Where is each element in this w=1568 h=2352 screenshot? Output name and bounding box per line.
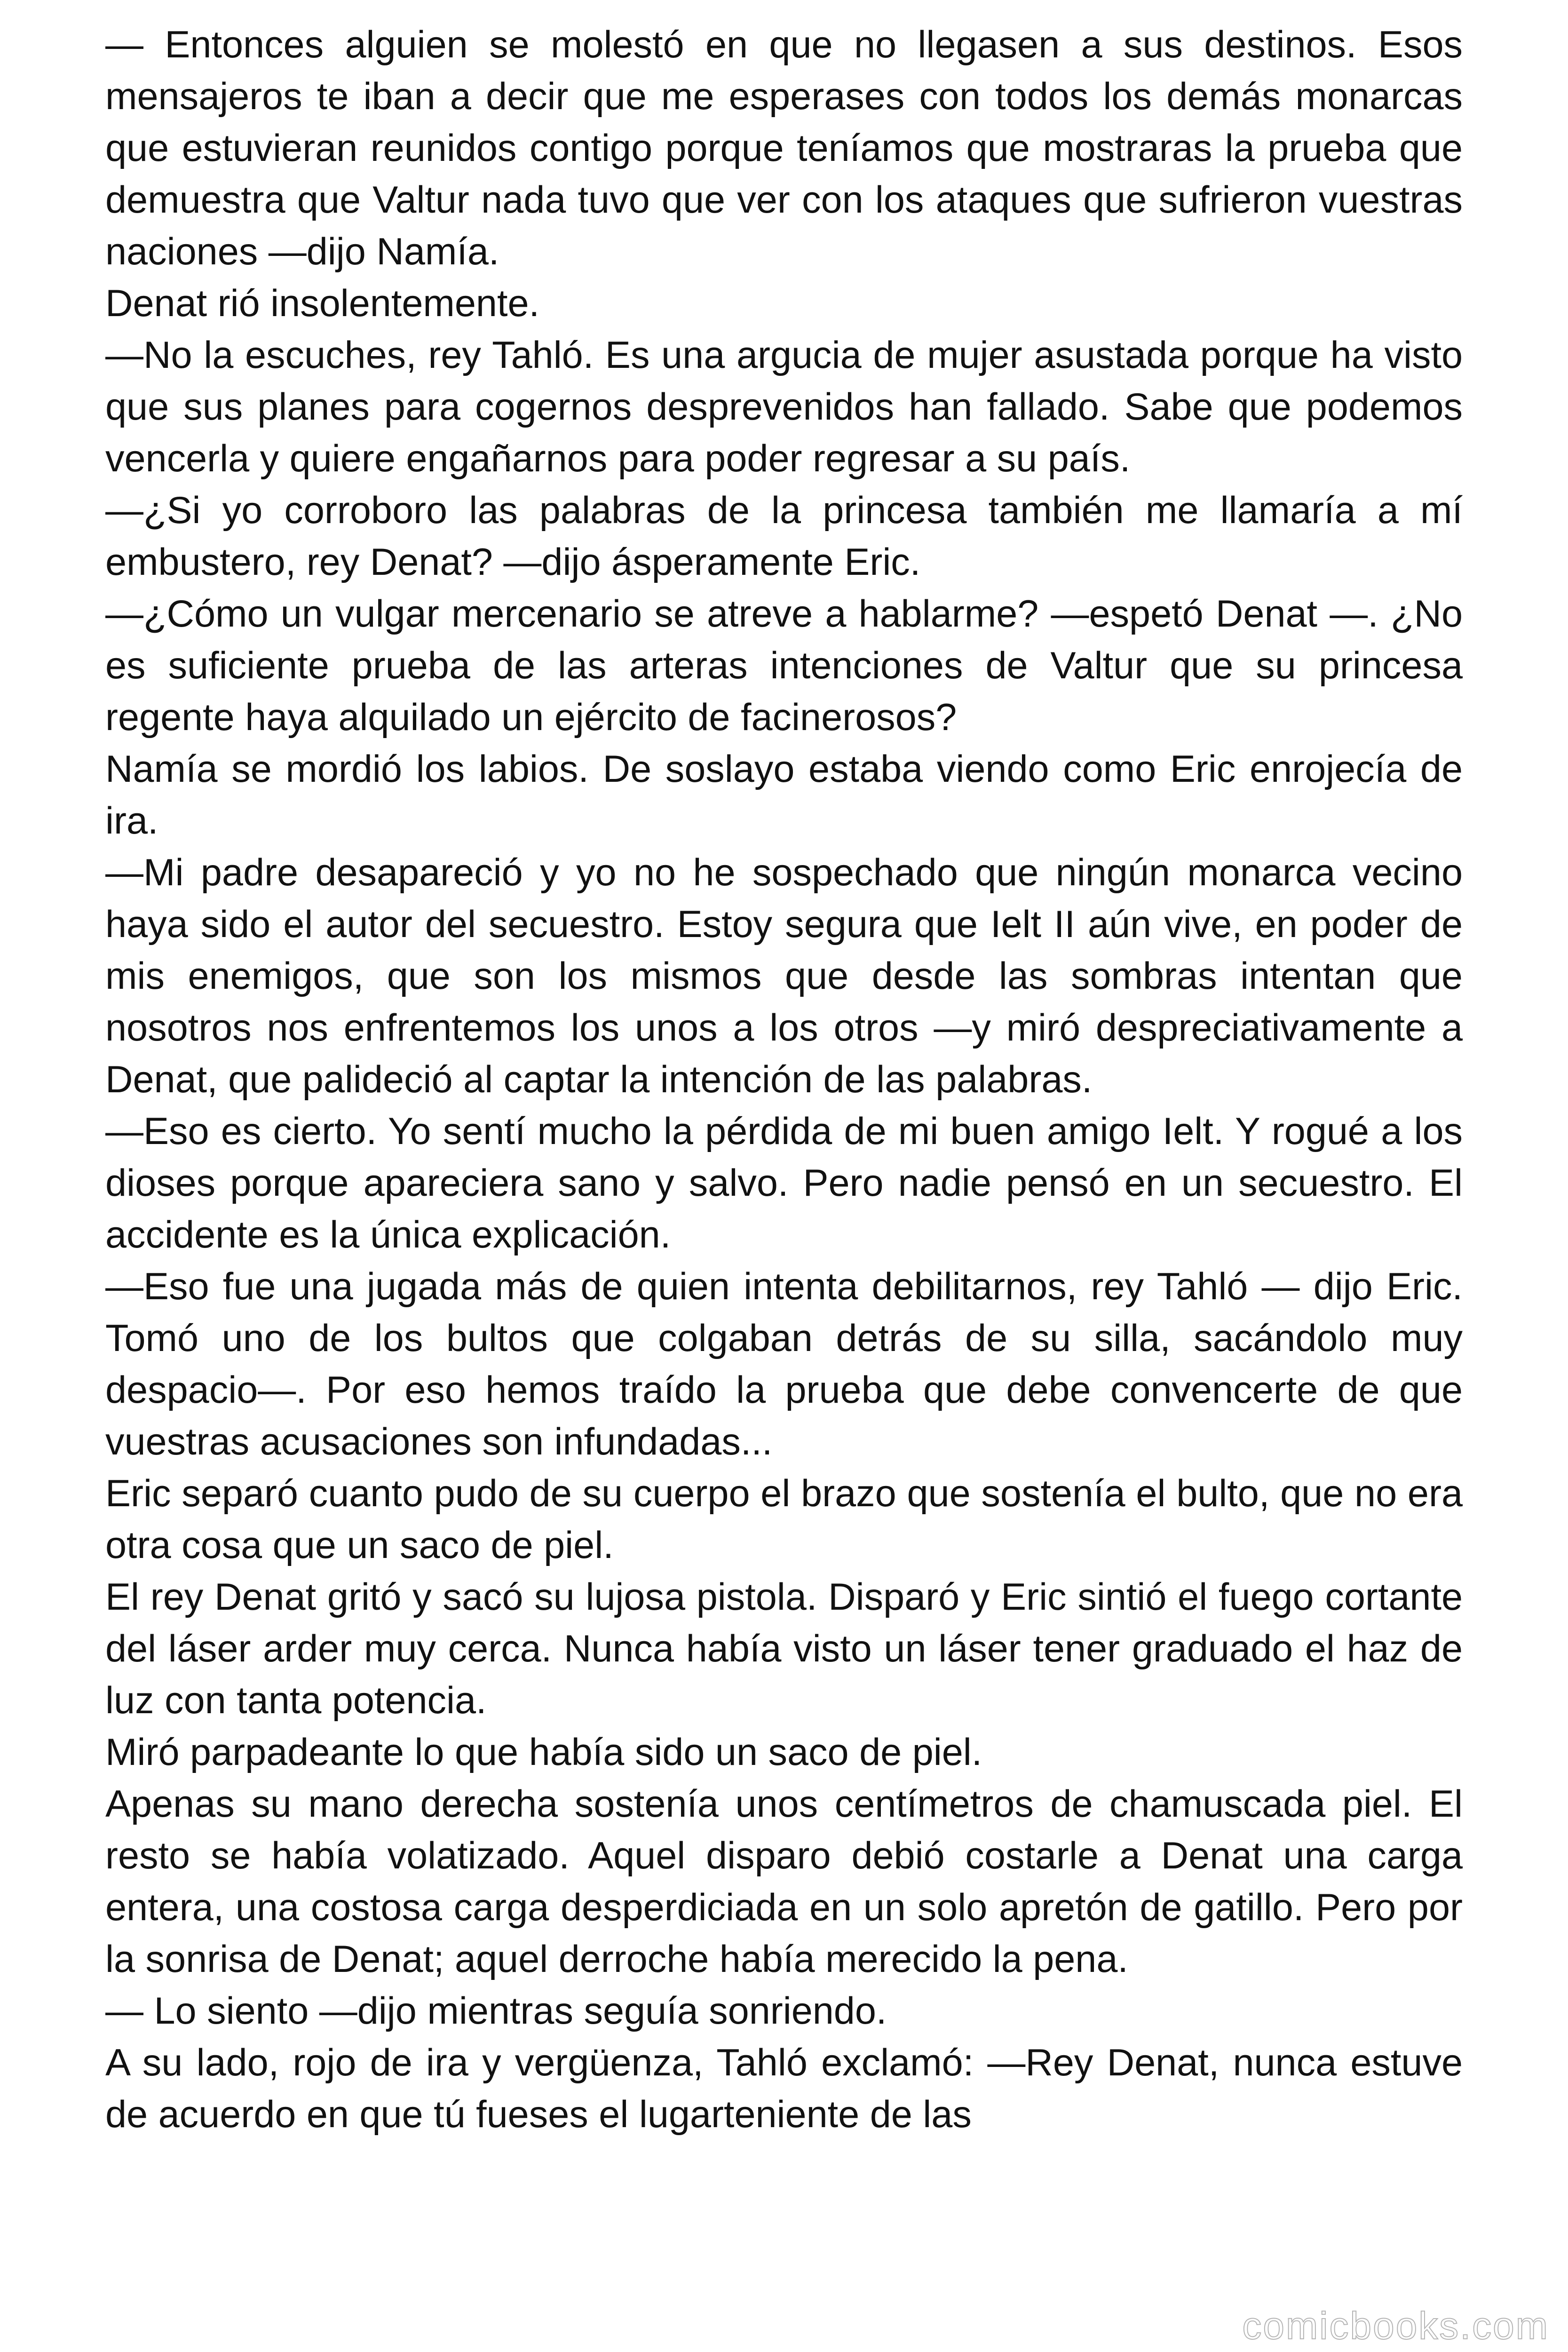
paragraph: — Entonces alguien se molestó en que no llegasen a sus destinos. Esos mensajeros te iban a decir que me esperases con todos los demás monarcas que estuvieran reunidos contigo porque teníamos que mostraras la prueba que demuestra que Valtur nada tuvo que ver con los ataques que sufrieron vuestras naciones —dijo Namía. [105, 24, 1463, 273]
paragraph: El rey Denat gritó y sacó su lujosa pistola. Disparó y Eric sintió el fuego cortante del láser arder muy cerca. Nunca había visto un láser tener graduado el haz de luz con tanta potencia. [105, 1576, 1463, 1722]
paragraph: A su lado, rojo de ira y vergüenza, Tahló exclamó: —Rey Denat, nunca estuve de acuerdo en que tú fueses el lugarteniente de las [105, 2042, 1463, 2136]
paragraph: — Lo siento —dijo mientras seguía sonriendo. [105, 1990, 887, 2032]
paragraph: —¿Cómo un vulgar mercenario se atreve a hablarme? —espetó Denat —. ¿No es suficiente prueba de las arteras intenciones de Valtur que su princesa regente haya alquilado un ejército de facinerosos? [105, 593, 1463, 739]
paragraph: Denat rió insolentemente. [105, 282, 540, 325]
paragraph: Miró parpadeante lo que había sido un saco de piel. [105, 1731, 982, 1773]
watermark: comicbooks.com [1242, 2304, 1549, 2347]
page-text [105, 19, 1463, 2140]
paragraph: —Eso es cierto. Yo sentí mucho la pérdida de mi buen amigo Ielt. Y rogué a los dioses porque apareciera sano y salvo. Pero nadie pensó en un secuestro. El accidente es la única explicación. [105, 1110, 1463, 1256]
paragraph: Namía se mordió los labios. De soslayo estaba viendo como Eric enrojecía de ira. [105, 748, 1463, 842]
paragraph: —Mi padre desapareció y yo no he sospechado que ningún monarca vecino haya sido el autor del secuestro. Estoy segura que Ielt II aún vive, en poder de mis enemigos, que son los mismos que desde las sombras intentan que nosotros nos enfrentemos los unos a los otros —y miró despreciativamente a Denat, que palideció al captar la intención de las palabras. [105, 851, 1463, 1101]
paragraph: Apenas su mano derecha sostenía unos centímetros de chamuscada piel. El resto se había volatizado. Aquel disparo debió costarle a Denat una carga entera, una costosa carga desperdiciada en un solo apretón de gatillo. Pero por la sonrisa de Denat; aquel derroche había merecido la pena. [105, 1783, 1463, 1980]
paragraph: —No la escuches, rey Tahló. Es una argucia de mujer asustada porque ha visto que sus planes para cogernos desprevenidos han fallado. Sabe que podemos vencerla y quiere engañarnos para poder regresar a su país. [105, 334, 1463, 480]
paragraph: —¿Si yo corroboro las palabras de la princesa también me llamaría a mí embustero, rey Denat? —dijo ásperamente Eric. [105, 489, 1463, 583]
paragraph: Eric separó cuanto pudo de su cuerpo el brazo que sostenía el bulto, que no era otra cosa que un saco de piel. [105, 1472, 1463, 1566]
paragraph: —Eso fue una jugada más de quien intenta debilitarnos, rey Tahló — dijo Eric. Tomó uno de los bultos que colgaban detrás de su silla, sacándolo muy despacio—. Por eso hemos traído la prueba que debe convencerte de que vuestras acusaciones son infundadas... [105, 1265, 1463, 1463]
